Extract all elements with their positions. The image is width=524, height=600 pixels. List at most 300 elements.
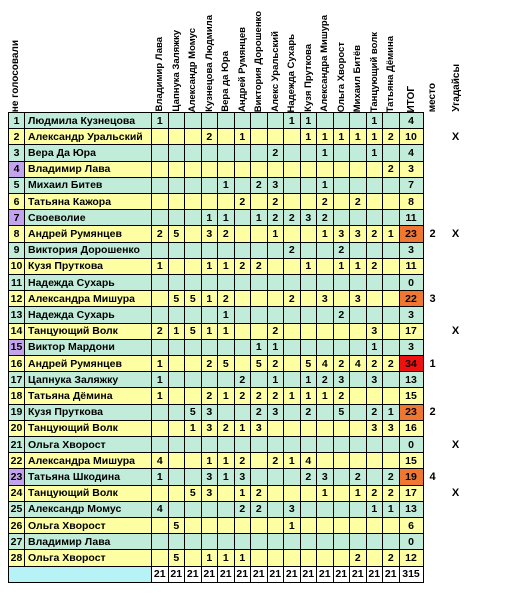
- column-header: [352, 4, 364, 112]
- total-header-text: ИТОГ: [405, 85, 417, 112]
- vote-cell: [168, 112, 186, 129]
- vote-cell: 1: [349, 128, 367, 145]
- vote-cell: [366, 468, 384, 485]
- vote-cell: 5: [184, 404, 202, 421]
- column-header-text: Надежда Сухарь: [286, 33, 297, 112]
- row-number: 24: [8, 485, 25, 502]
- vote-cell: 1: [217, 549, 235, 566]
- vote-cell: 1: [234, 420, 252, 437]
- vote-cell: 3: [250, 420, 268, 437]
- vote-cell: 2: [234, 193, 252, 210]
- vote-cell: [267, 274, 285, 291]
- vote-cell: 1: [333, 128, 351, 145]
- vote-cell: [234, 144, 252, 161]
- vote-cell: [234, 339, 252, 356]
- vote-cell: [151, 404, 169, 421]
- vote-cell: [283, 306, 301, 323]
- vote-cell: [201, 306, 219, 323]
- column-header-text: Виктория Дорошенко: [253, 10, 264, 112]
- row-total: 23: [399, 225, 424, 242]
- vote-cell: 2: [349, 549, 367, 566]
- row-total: 0: [399, 274, 424, 291]
- column-header: [204, 4, 216, 112]
- guessed-mark: X: [451, 438, 460, 451]
- vote-cell: [333, 112, 351, 129]
- vote-cell: [234, 161, 252, 178]
- vote-cell: [382, 371, 400, 388]
- vote-cell: 2: [366, 355, 384, 372]
- vote-cell: 1: [267, 339, 285, 356]
- vote-cell: [234, 209, 252, 226]
- vote-cell: [349, 517, 367, 534]
- vote-cell: [333, 549, 351, 566]
- column-total: 21: [316, 566, 334, 583]
- vote-cell: 3: [366, 371, 384, 388]
- vote-cell: 2: [250, 501, 268, 518]
- guessed-mark: [445, 339, 467, 356]
- vote-cell: 1: [151, 371, 169, 388]
- vote-cell: [316, 161, 334, 178]
- vote-cell: [151, 242, 169, 259]
- vote-cell: 1: [283, 387, 301, 404]
- vote-cell: [168, 339, 186, 356]
- vote-cell: 4: [151, 452, 169, 469]
- vote-cell: [283, 323, 301, 340]
- vote-cell: [234, 242, 252, 259]
- vote-cell: 1: [234, 549, 252, 566]
- vote-cell: [184, 549, 202, 566]
- guessed-mark: X: [451, 130, 460, 143]
- voter-name: Владимир Лава: [24, 533, 152, 550]
- guessed-mark: X: [451, 325, 460, 338]
- voter-name: Ольга Хворост: [24, 517, 152, 534]
- guessed-mark: [445, 549, 467, 566]
- vote-cell: [267, 306, 285, 323]
- vote-cell: [250, 242, 268, 259]
- vote-cell: [151, 339, 169, 356]
- vote-cell: 1: [300, 112, 318, 129]
- vote-cell: [382, 177, 400, 194]
- vote-cell: 1: [267, 225, 285, 242]
- vote-cell: 2: [234, 258, 252, 275]
- vote-cell: [333, 517, 351, 534]
- voter-name: Танцующий Волк: [24, 485, 152, 502]
- vote-cell: [201, 436, 219, 453]
- vote-cell: [151, 274, 169, 291]
- row-number: 4: [8, 161, 25, 178]
- vote-cell: [217, 128, 235, 145]
- vote-cell: [168, 274, 186, 291]
- vote-cell: [250, 468, 268, 485]
- vote-cell: 1: [201, 258, 219, 275]
- row-total: 16: [399, 420, 424, 437]
- vote-cell: 2: [366, 404, 384, 421]
- row-number: 27: [8, 533, 25, 550]
- vote-cell: [184, 177, 202, 194]
- vote-cell: 1: [217, 452, 235, 469]
- place-value: [423, 209, 443, 226]
- voter-name: Кузя Пруткова: [24, 404, 152, 421]
- voter-name: Своеволие: [24, 209, 152, 226]
- vote-cell: [333, 420, 351, 437]
- vote-cell: 1: [234, 485, 252, 502]
- vote-cell: [201, 371, 219, 388]
- vote-cell: 5: [168, 517, 186, 534]
- vote-cell: [382, 323, 400, 340]
- vote-cell: [349, 242, 367, 259]
- vote-cell: 2: [151, 323, 169, 340]
- vote-cell: [382, 144, 400, 161]
- vote-cell: [168, 242, 186, 259]
- row-number: 26: [8, 517, 25, 534]
- vote-cell: 3: [201, 485, 219, 502]
- vote-cell: [184, 274, 202, 291]
- vote-cell: [283, 468, 301, 485]
- vote-cell: [300, 306, 318, 323]
- column-header-text: Танцующий волк: [368, 31, 380, 112]
- vote-cell: [201, 193, 219, 210]
- vote-cell: [300, 533, 318, 550]
- vote-cell: [201, 517, 219, 534]
- row-total: 4: [399, 144, 424, 161]
- vote-cell: [151, 128, 169, 145]
- row-number: 6: [8, 193, 25, 210]
- vote-cell: 5: [168, 225, 186, 242]
- column-header: [154, 4, 166, 112]
- vote-cell: [217, 242, 235, 259]
- vote-cell: [151, 209, 169, 226]
- row-total: 34: [399, 355, 424, 372]
- vote-cell: 5: [184, 485, 202, 502]
- vote-cell: [234, 225, 252, 242]
- guessed-mark: [445, 533, 467, 550]
- row-total: 4: [399, 112, 424, 129]
- vote-cell: [234, 112, 252, 129]
- guessed-mark: [445, 177, 467, 194]
- column-header: [237, 4, 249, 112]
- vote-cell: 2: [366, 225, 384, 242]
- column-header-text: Кузя Пруткова: [302, 44, 314, 112]
- vote-cell: [184, 128, 202, 145]
- vote-cell: [349, 209, 367, 226]
- vote-cell: [382, 436, 400, 453]
- vote-cell: [184, 517, 202, 534]
- row-total: 3: [399, 242, 424, 259]
- vote-cell: 2: [283, 209, 301, 226]
- vote-cell: [151, 177, 169, 194]
- vote-cell: 1: [184, 420, 202, 437]
- vote-cell: [366, 274, 384, 291]
- vote-cell: [300, 274, 318, 291]
- vote-cell: 5: [300, 355, 318, 372]
- place-value: [423, 533, 443, 550]
- row-number: 17: [8, 371, 25, 388]
- row-total: 0: [399, 436, 424, 453]
- corner-header-text: не голосовали: [10, 39, 21, 112]
- vote-cell: [168, 177, 186, 194]
- vote-cell: [201, 144, 219, 161]
- vote-cell: 1: [217, 209, 235, 226]
- voter-name: Михаил Битев: [24, 177, 152, 194]
- vote-cell: [366, 306, 384, 323]
- column-header-text: Александра Мишура: [319, 15, 330, 112]
- row-total: 15: [399, 452, 424, 469]
- voter-name: Цапнука Заляжку: [24, 371, 152, 388]
- guessed-mark: [445, 258, 467, 275]
- vote-cell: 1: [366, 339, 384, 356]
- vote-cell: 2: [234, 371, 252, 388]
- vote-cell: [168, 128, 186, 145]
- vote-cell: 1: [382, 225, 400, 242]
- vote-cell: 5: [184, 290, 202, 307]
- vote-cell: [184, 501, 202, 518]
- vote-cell: 1: [217, 468, 235, 485]
- vote-cell: 1: [201, 452, 219, 469]
- vote-cell: 4: [151, 501, 169, 518]
- place-value: [423, 452, 443, 469]
- guessed-header: [451, 4, 463, 112]
- vote-cell: [366, 452, 384, 469]
- vote-cell: [382, 290, 400, 307]
- vote-cell: [184, 339, 202, 356]
- row-total: 17: [399, 485, 424, 502]
- vote-cell: [217, 485, 235, 502]
- vote-cell: 1: [151, 112, 169, 129]
- row-total: 17: [399, 323, 424, 340]
- vote-cell: [316, 258, 334, 275]
- guessed-mark: [445, 420, 467, 437]
- vote-cell: [283, 177, 301, 194]
- vote-cell: [168, 468, 186, 485]
- vote-cell: [151, 517, 169, 534]
- vote-cell: 1: [283, 517, 301, 534]
- vote-cell: [151, 485, 169, 502]
- vote-cell: [234, 290, 252, 307]
- vote-cell: 2: [349, 193, 367, 210]
- vote-cell: [300, 161, 318, 178]
- place-value: [423, 161, 443, 178]
- vote-cell: [250, 144, 268, 161]
- vote-cell: 3: [382, 420, 400, 437]
- vote-cell: [333, 533, 351, 550]
- vote-cell: [283, 144, 301, 161]
- voter-name: Александра Мишура: [24, 452, 152, 469]
- guessed-mark: [445, 452, 467, 469]
- vote-cell: [300, 323, 318, 340]
- vote-cell: [366, 242, 384, 259]
- vote-cell: [184, 258, 202, 275]
- row-number: 10: [8, 258, 25, 275]
- column-header: [336, 4, 348, 112]
- vote-cell: 3: [366, 420, 384, 437]
- vote-cell: [333, 144, 351, 161]
- vote-cell: [250, 161, 268, 178]
- column-total: 21: [168, 566, 186, 583]
- vote-cell: [267, 517, 285, 534]
- vote-cell: 3: [333, 225, 351, 242]
- row-total: 22: [399, 290, 424, 307]
- vote-cell: [316, 452, 334, 469]
- vote-cell: 3: [300, 209, 318, 226]
- guessed-mark: [445, 371, 467, 388]
- vote-cell: 1: [250, 339, 268, 356]
- vote-cell: [250, 306, 268, 323]
- vote-cell: [184, 209, 202, 226]
- vote-cell: [250, 517, 268, 534]
- vote-cell: [184, 355, 202, 372]
- vote-cell: [184, 242, 202, 259]
- vote-cell: [382, 387, 400, 404]
- column-header: [187, 4, 199, 112]
- vote-cell: 1: [300, 371, 318, 388]
- place-value: 2: [429, 406, 436, 419]
- vote-cell: [283, 371, 301, 388]
- place-value: [423, 193, 443, 210]
- vote-cell: 1: [366, 144, 384, 161]
- vote-cell: 2: [201, 355, 219, 372]
- place-value: [423, 485, 443, 502]
- vote-cell: [267, 128, 285, 145]
- vote-cell: [184, 225, 202, 242]
- row-total: 23: [399, 404, 424, 421]
- vote-cell: [201, 501, 219, 518]
- vote-cell: [366, 436, 384, 453]
- row-total: 3: [399, 339, 424, 356]
- vote-cell: [283, 420, 301, 437]
- vote-cell: 1: [316, 128, 334, 145]
- vote-cell: [184, 452, 202, 469]
- vote-cell: [366, 533, 384, 550]
- vote-cell: [168, 355, 186, 372]
- column-header-text: Алекс Уральский: [269, 31, 281, 112]
- vote-cell: [217, 339, 235, 356]
- row-total: 8: [399, 193, 424, 210]
- vote-cell: 1: [316, 225, 334, 242]
- vote-cell: [151, 161, 169, 178]
- row-number: 7: [8, 209, 25, 226]
- vote-cell: 2: [234, 452, 252, 469]
- vote-cell: 3: [201, 420, 219, 437]
- guessed-mark: X: [451, 487, 460, 500]
- vote-cell: 1: [267, 371, 285, 388]
- vote-cell: [349, 323, 367, 340]
- vote-cell: [349, 339, 367, 356]
- row-number: 18: [8, 387, 25, 404]
- vote-cell: 1: [201, 209, 219, 226]
- row-number: 11: [8, 274, 25, 291]
- place-value: [423, 306, 443, 323]
- row-number: 28: [8, 549, 25, 566]
- column-header: [220, 4, 232, 112]
- vote-cell: [349, 274, 367, 291]
- vote-cell: 3: [234, 468, 252, 485]
- vote-cell: 2: [250, 485, 268, 502]
- row-number: 1: [8, 112, 25, 129]
- column-total: 21: [300, 566, 318, 583]
- vote-cell: [217, 112, 235, 129]
- row-total: 3: [399, 161, 424, 178]
- vote-cell: [201, 112, 219, 129]
- vote-cell: [168, 533, 186, 550]
- vote-cell: 2: [366, 258, 384, 275]
- vote-cell: [184, 306, 202, 323]
- vote-cell: [300, 420, 318, 437]
- vote-cell: [184, 112, 202, 129]
- vote-cell: 1: [316, 485, 334, 502]
- voter-name: Татьяна Кажора: [24, 193, 152, 210]
- place-value: [423, 339, 443, 356]
- vote-cell: 2: [250, 258, 268, 275]
- vote-cell: [349, 387, 367, 404]
- place-value: [423, 501, 443, 518]
- vote-cell: 2: [267, 209, 285, 226]
- column-header-text: Татьяна Дёмина: [385, 35, 396, 112]
- column-header: [171, 4, 183, 112]
- voter-name: Александра Мишура: [24, 290, 152, 307]
- row-number: 25: [8, 501, 25, 518]
- vote-cell: [300, 517, 318, 534]
- row-number: 21: [8, 436, 25, 453]
- vote-cell: 1: [366, 501, 384, 518]
- row-total: 13: [399, 371, 424, 388]
- vote-cell: [168, 436, 186, 453]
- vote-cell: 3: [366, 323, 384, 340]
- place-value: [423, 387, 443, 404]
- vote-cell: [349, 420, 367, 437]
- column-total: 21: [382, 566, 400, 583]
- vote-cell: 3: [316, 290, 334, 307]
- voter-name: Кузя Пруткова: [24, 258, 152, 275]
- column-total: 21: [234, 566, 252, 583]
- vote-cell: 2: [234, 387, 252, 404]
- vote-cell: 3: [201, 404, 219, 421]
- vote-cell: 1: [217, 258, 235, 275]
- vote-cell: 1: [151, 468, 169, 485]
- guessed-mark: [445, 209, 467, 226]
- place-value: [423, 177, 443, 194]
- column-header: [303, 4, 315, 112]
- vote-cell: [217, 371, 235, 388]
- vote-cell: [184, 533, 202, 550]
- voter-name: Александр Момус: [24, 501, 152, 518]
- vote-cell: 5: [250, 355, 268, 372]
- guessed-mark: [445, 387, 467, 404]
- vote-cell: [316, 112, 334, 129]
- vote-cell: [217, 404, 235, 421]
- vote-cell: 1: [316, 387, 334, 404]
- place-value: [423, 420, 443, 437]
- vote-cell: 3: [349, 290, 367, 307]
- vote-cell: 2: [217, 225, 235, 242]
- guessed-mark: [445, 501, 467, 518]
- vote-cell: 1: [151, 355, 169, 372]
- guessed-mark: [445, 517, 467, 534]
- guessed-mark: [445, 306, 467, 323]
- vote-cell: [316, 501, 334, 518]
- vote-cell: 1: [300, 387, 318, 404]
- place-value: [423, 549, 443, 566]
- vote-cell: [217, 274, 235, 291]
- vote-cell: 2: [349, 468, 367, 485]
- vote-cell: 1: [234, 128, 252, 145]
- vote-cell: 1: [201, 290, 219, 307]
- vote-cell: [283, 404, 301, 421]
- guessed-mark: [445, 193, 467, 210]
- place-value: [423, 144, 443, 161]
- vote-cell: [333, 177, 351, 194]
- vote-cell: [201, 242, 219, 259]
- vote-cell: 3: [316, 468, 334, 485]
